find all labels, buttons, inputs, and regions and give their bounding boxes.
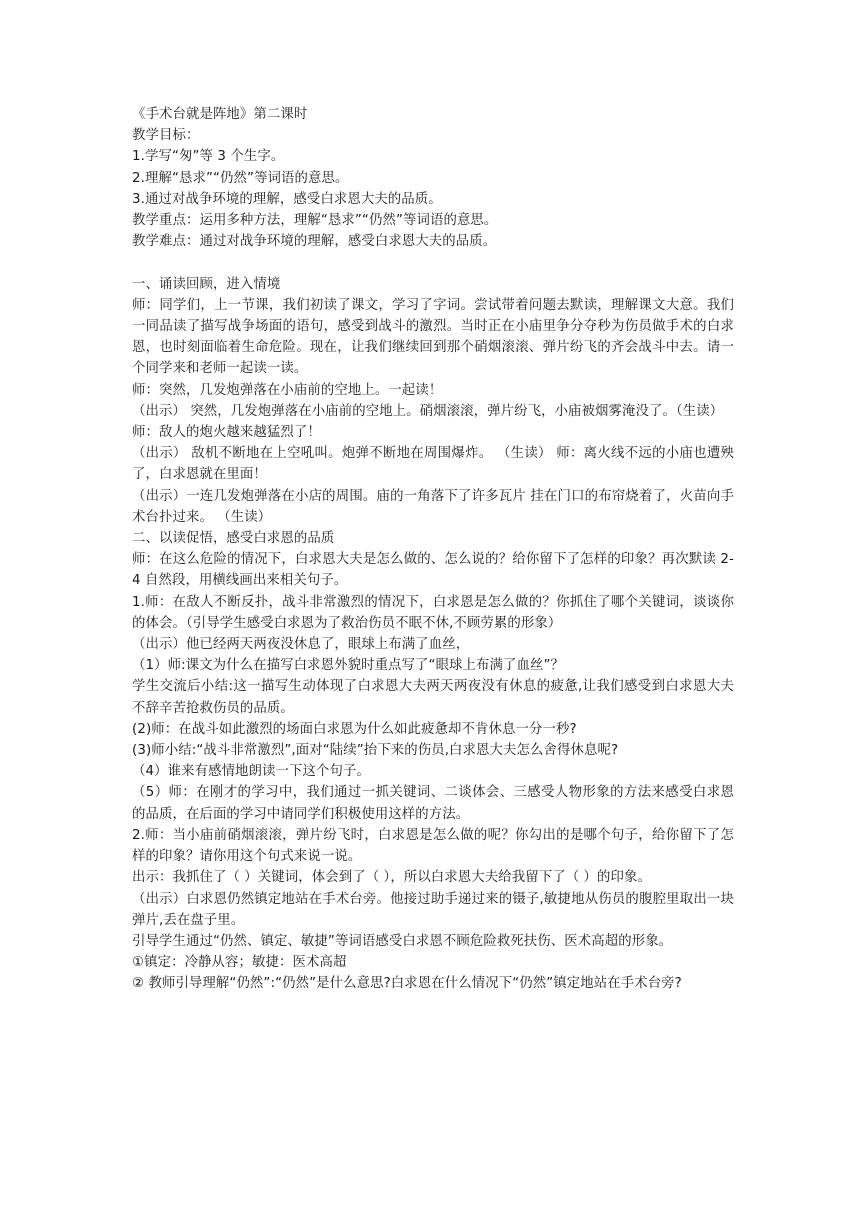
paragraph: 师：敌人的炮火越来越猛烈了！ [132,425,321,441]
objectives-heading: 教学目标： [132,128,200,144]
paragraph: 师：突然，几发炮弹落在小庙前的空地上。一起读！ [132,382,443,398]
paragraph: 出示：我抓住了（ ）关键词，体会到了（ ），所以白求恩大夫给我留下了（ ）的印象。 [132,870,652,886]
objective-1: 1.学写“匆”等 3 个生字。 [132,149,285,165]
paragraph: 师：在这么危险的情况下，白求恩大夫是怎么做的、怎么说的？给你留下了怎样的印象？再次默读 2-4 自然段，用横线画出来相关句子。 [132,552,734,589]
paragraph: 引导学生通过“仍然、镇定、敏捷”等词语感受白求恩不顾危险救死扶伤、医术高超的形象。 [132,933,673,949]
paragraph: （出示）一连几发炮弹落在小店的周围。庙的一角落下了许多瓦片 挂在门口的布帘烧着了，火苗向手术台扑过来。 （生读） [132,488,734,525]
doc-title: 《手术台就是阵地》第二课时 [132,107,308,122]
paragraph: 学生交流后小结:这一描写生动体现了白求恩大夫两天两夜没有休息的疲惫,让我们感受到白求恩大夫不辞辛苦抢救伤员的品质。 [132,679,734,716]
paragraph: 2.师：当小庙前硝烟滚滚，弹片纷飞时，白求恩是怎么做的呢？你勾出的是哪个句子，给你留下了怎样的印象？请你用这个句式来说一说。 [132,827,734,865]
key-point: 教学重点：运用多种方法，理解“恳求”“仍然”等词语的意思。 [132,213,498,229]
paragraph: 师：同学们，上一节课，我们初读了课文，学习了字词。尝试带着问题去默读，理解课文大意。我们一同品读了描写战争场面的语句，感受到战斗的激烈。当时正在小庙里争分夺秒为伤员做手术的白求恩，也时刻面临着生命危险。现在，让我们继续回到那个硝烟滚滚、弹片纷飞的齐会战斗中去。请一个同学来和老师一起读一读。 [132,297,734,377]
section-2-heading: 二、以读促悟，感受白求恩的品质 [132,531,335,547]
paragraph: ①镇定：冷静从容；敏捷：医术高超 [132,955,347,971]
paragraph: 1.师：在敌人不断反扑，战斗非常激烈的情况下，白求恩是怎么做的？你抓住了哪个关键词，谈谈你的体会。（引导学生感受白求恩为了救治伤员不眠不休,不顾劳累的形象） [132,594,734,631]
paragraph: （1）师:课文为什么在描写白求恩外貌时重点写了“眼球上布满了血丝”？ [132,658,565,674]
blank-line [132,252,734,273]
paragraph: （出示）他已经两天两夜没休息了，眼球上布满了血丝， [132,637,470,653]
section-1-heading: 一、诵读回顾，进入情境 [132,276,281,292]
document-body [132,104,734,995]
objective-3: 3.通过对战争环境的理解，感受白求恩大夫的品质。 [132,191,442,207]
paragraph: （5）师：在刚才的学习中，我们通过一抓关键词、二谈体会、三感受人物形象的方法来感受白求恩的品质，在后面的学习中请同学们积极使用这样的方法。 [132,785,734,822]
paragraph: (2)师：在战斗如此激烈的场面白求恩为什么如此疲惫却不肯休息一分一秒? [132,721,577,737]
paragraph: (3)师小结:“战斗非常激烈”,面对“陆续”抬下来的伤员,白求恩大夫怎么舍得休息呢? [132,743,619,759]
paragraph: （出示）白求恩仍然镇定地站在手术台旁。他接过助手递过来的镊子,敏捷地从伤员的腹腔里取出一块弹片,丢在盘子里。 [132,891,734,928]
paragraph: （4）谁来有感情地朗读一下这个句子。 [132,764,370,780]
objective-2: 2.理解“恳求”“仍然”等词语的意思。 [132,170,349,186]
difficult-point: 教学难点：通过对战争环境的理解，感受白求恩大夫的品质。 [132,234,497,250]
paragraph: ② 教师引导理解“仍然”:“仍然”是什么意思?白求恩在什么情况下“仍然”镇定地站在手术台旁? [132,976,682,992]
paragraph: （出示） 突然，几发炮弹落在小庙前的空地上。硝烟滚滚，弹片纷飞，小庙被烟雾淹没了。（生读） [132,403,724,419]
paragraph: （出示） 敌机不断地在上空吼叫。炮弹不断地在周围爆炸。 （生读） 师：离火线不远的小庙也遭殃了，白求恩就在里面！ [132,446,734,483]
